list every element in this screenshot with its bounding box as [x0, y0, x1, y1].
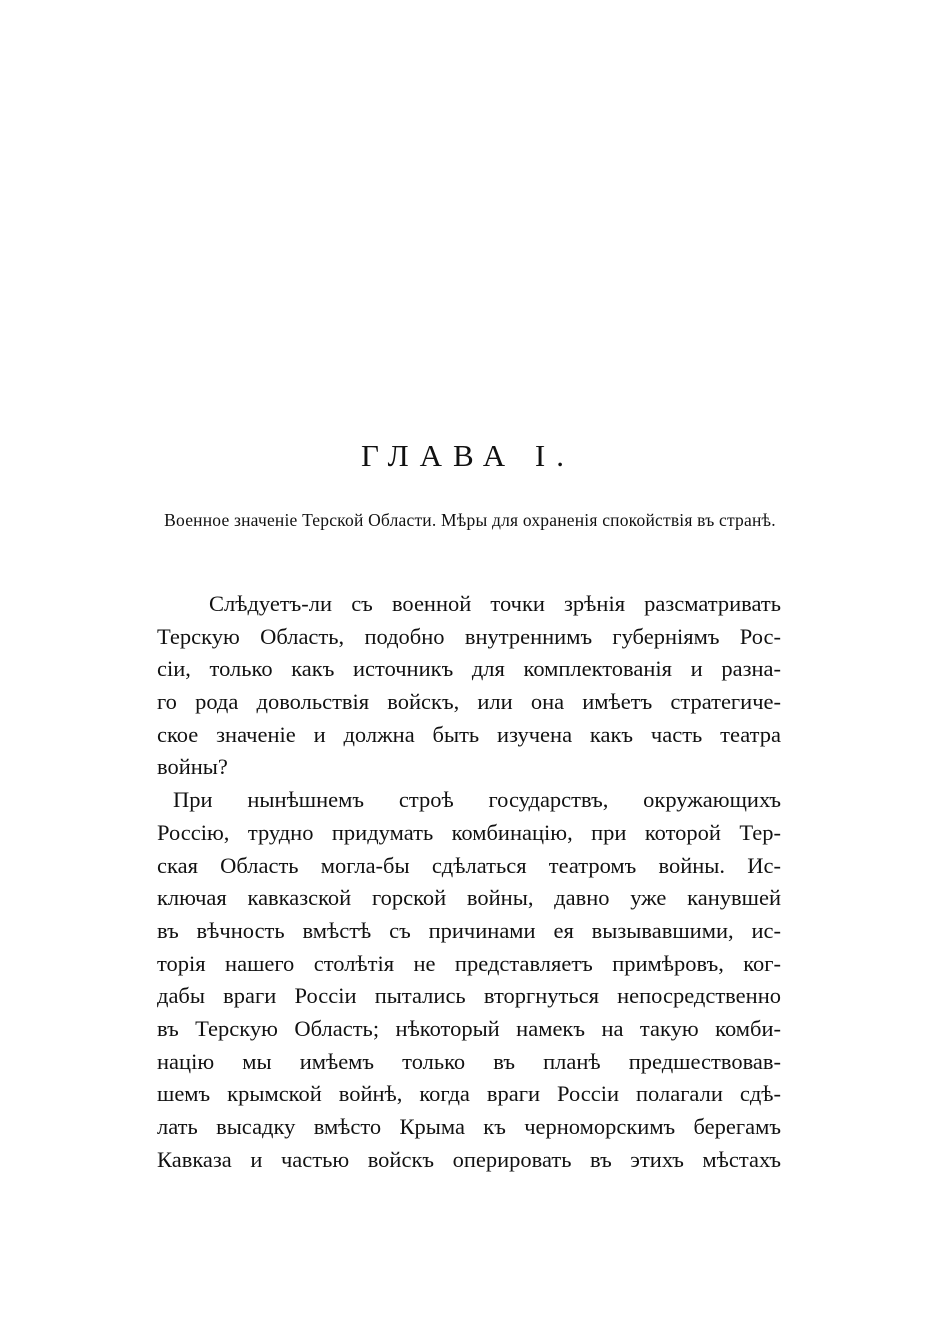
- text-line: войны?: [157, 754, 228, 780]
- text-line: При нынѣшнемъ строѣ государствъ, окружающихъ: [173, 787, 781, 813]
- text-line: го рода довольствія войскъ, или она имѣетъ стратегиче-: [157, 689, 781, 715]
- text-line: Россію, трудно придумать комбинацію, при которой Тер-: [157, 819, 781, 845]
- text-line: ское значеніе и должна быть изучена какъ часть театра: [157, 721, 781, 747]
- text-line: торія нашего столѣтія не представляетъ примѣровъ, ког-: [157, 950, 781, 976]
- text-line: націю мы имѣемъ только въ планѣ предшествовав-: [157, 1048, 781, 1074]
- chapter-subtitle: Военное значеніе Терской Области. Мѣры для охраненія спокойствія въ странѣ.: [164, 510, 776, 530]
- text-line: Терскую Область, подобно внутреннимъ губерніямъ Рос-: [157, 623, 781, 649]
- text-line: Слѣдуетъ-ли съ военной точки зрѣнія разсматривать: [209, 591, 781, 616]
- text-line: ская Область могла-бы сдѣлаться театромъ войны. Ис-: [157, 852, 781, 878]
- text-line: ключая кавказской горской войны, давно уже канувшей: [157, 885, 781, 911]
- text-line: Кавказа и частью войскъ оперировать въ этихъ мѣстахъ: [157, 1146, 781, 1172]
- chapter-heading: ГЛАВА I.: [361, 438, 575, 473]
- text-line: лать высадку вмѣсто Крыма къ черноморскимъ берегамъ: [157, 1114, 781, 1139]
- text-line: въ вѣчность вмѣстѣ съ причинами ея вызывавшими, ис-: [157, 917, 781, 943]
- text-line: дабы враги Россіи пытались вторгнуться непосредственно: [157, 983, 781, 1009]
- body-text: [157, 588, 781, 1176]
- text-line: въ Терскую Область; нѣкоторый намекъ на такую комби-: [157, 1015, 781, 1041]
- text-line: шемъ крымской войнѣ, когда враги Россіи полагали сдѣ-: [157, 1081, 781, 1107]
- text-line: сіи, только какъ источникъ для комплектованія и разна-: [157, 656, 781, 682]
